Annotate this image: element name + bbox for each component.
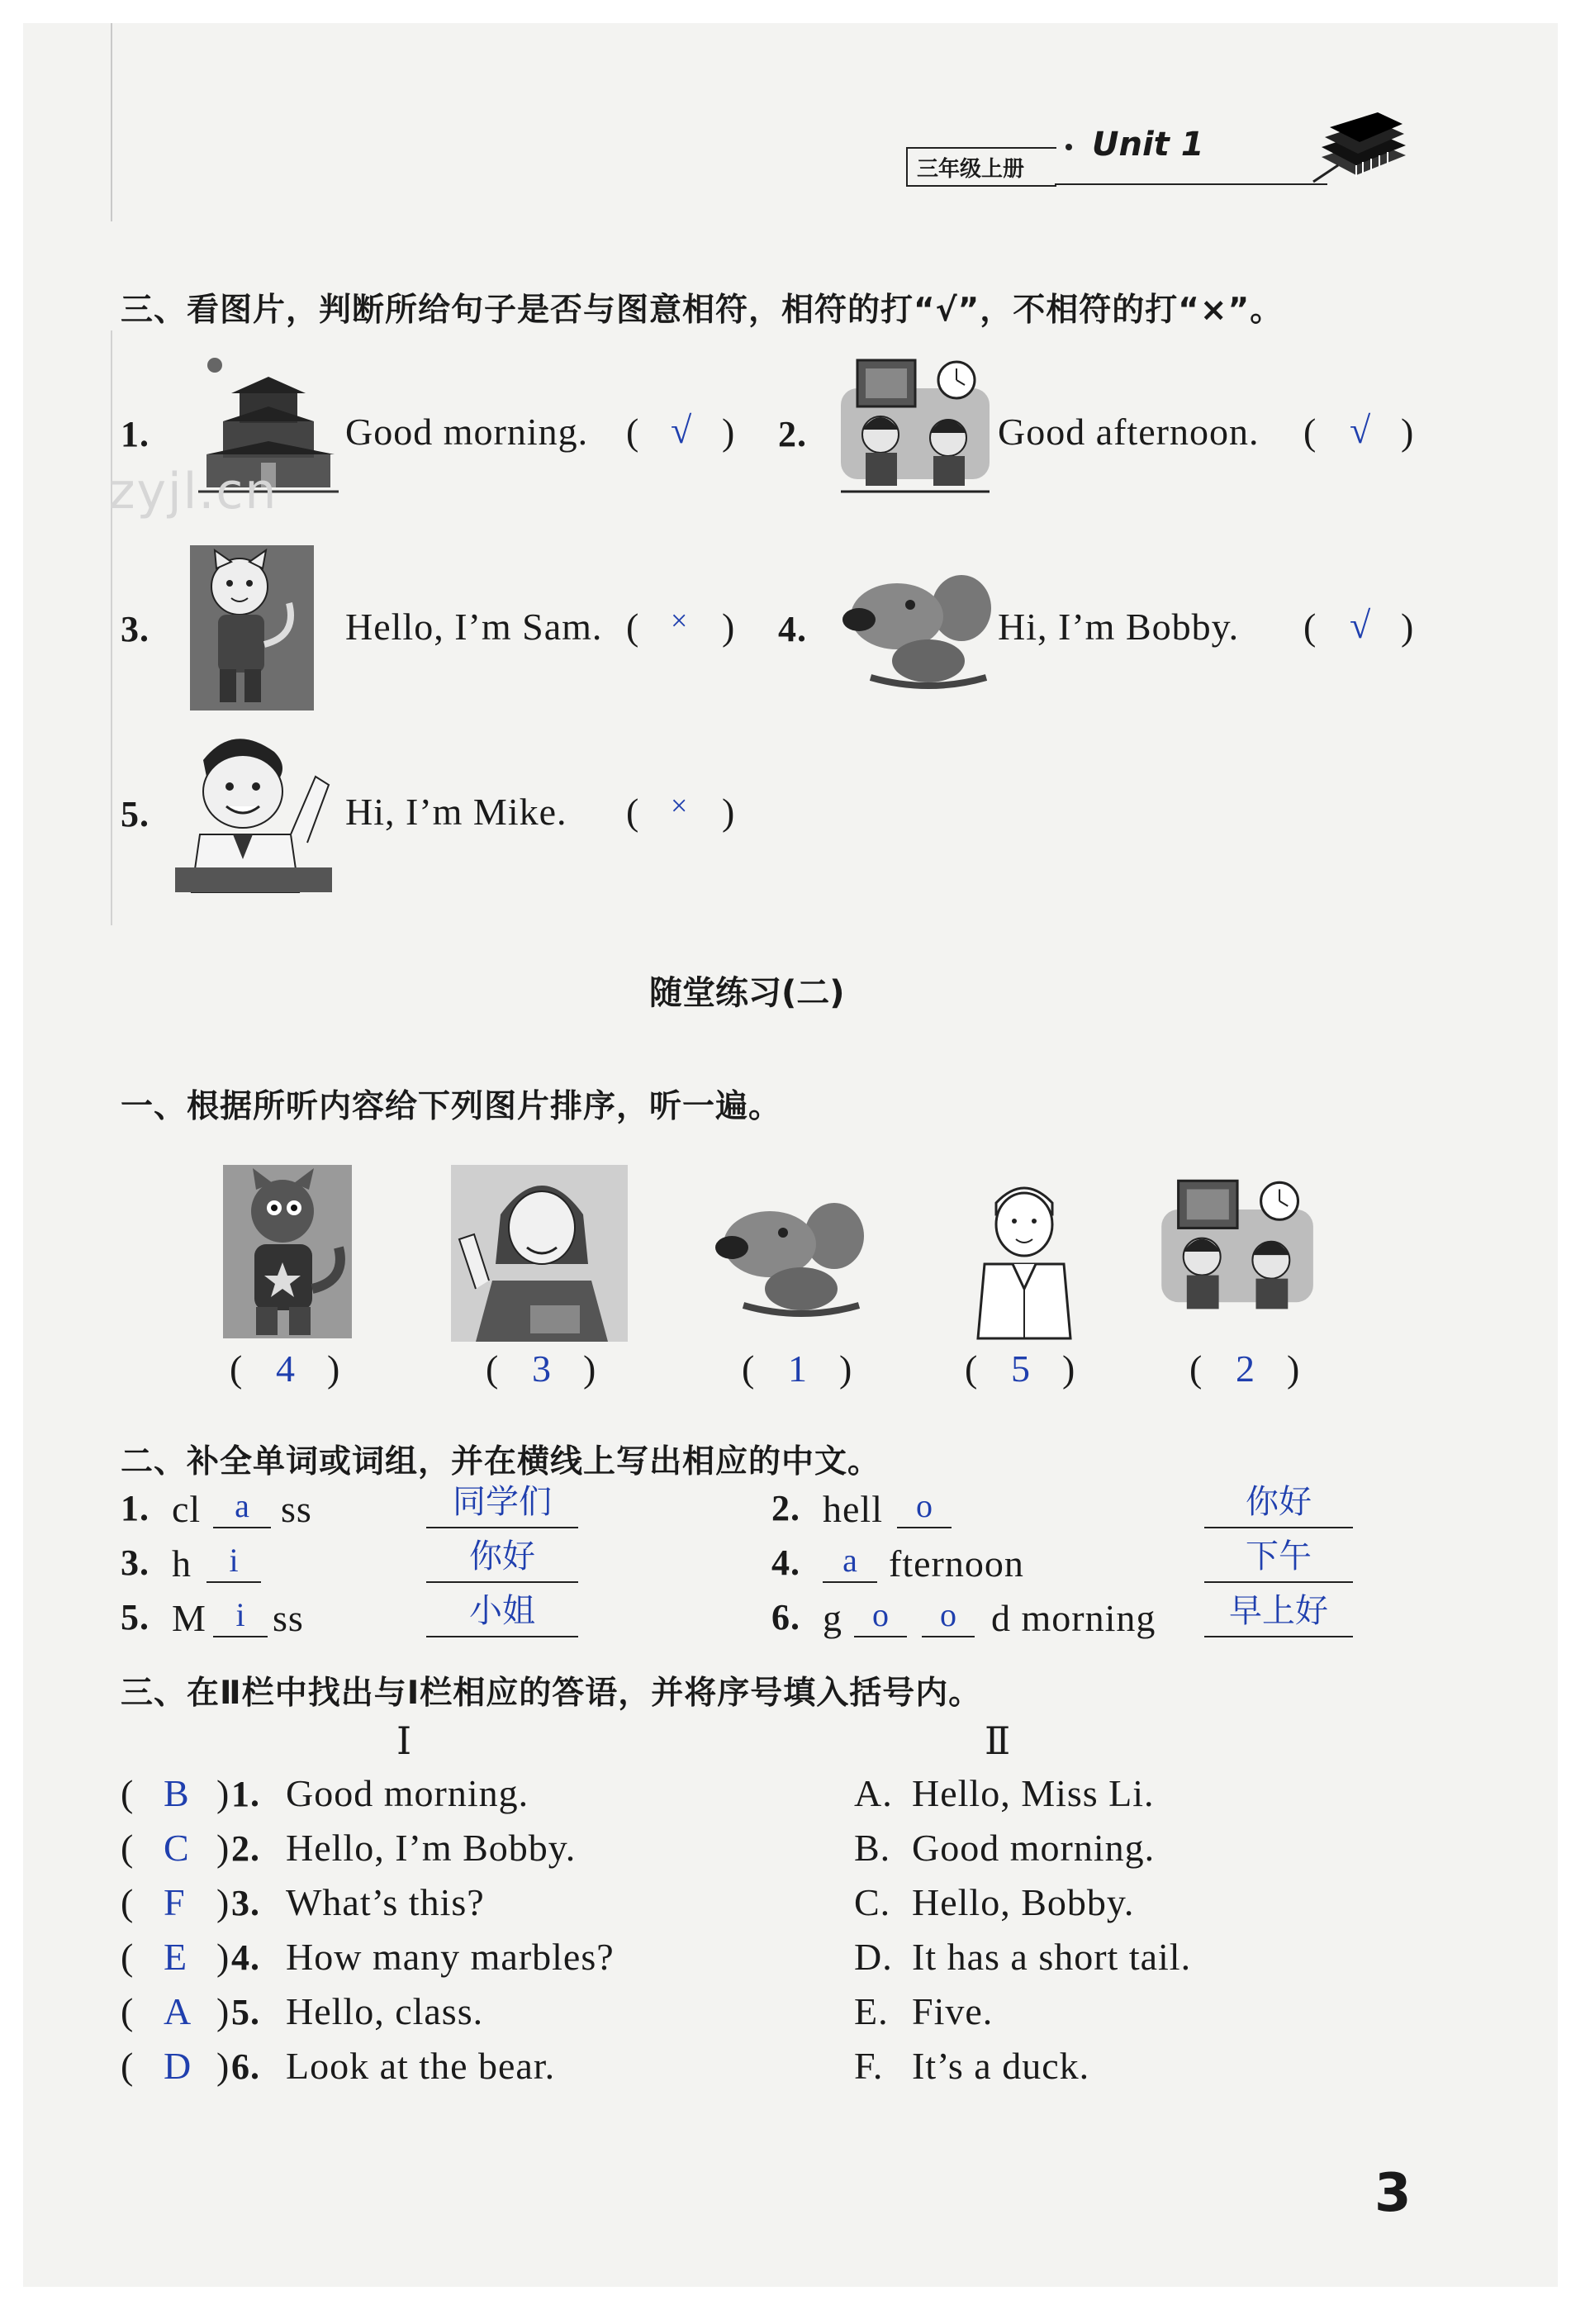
question-number: 2. xyxy=(231,1828,260,1869)
answer-paren: ) xyxy=(216,1990,230,2032)
section-title: 三、在Ⅱ栏中找出与Ⅰ栏相应的答语，并将序号填入括号内。 xyxy=(121,1675,982,1712)
option-text: Good morning. xyxy=(912,1827,1156,1869)
sentence: Hi, I’m Bobby. xyxy=(998,606,1240,648)
item-number: 1. xyxy=(121,1488,150,1528)
watermark: zyjl.cn xyxy=(109,463,278,520)
question-text: What’s this? xyxy=(286,1881,485,1923)
item-number: 6. xyxy=(771,1597,800,1637)
header-rule xyxy=(1055,183,1327,185)
order-answer-box: ( xyxy=(742,1347,756,1390)
item-number: 3. xyxy=(121,1542,150,1583)
answer-paren: ( xyxy=(121,1827,135,1869)
order-answer-box: ( xyxy=(486,1347,500,1390)
option-text: Five. xyxy=(912,1990,994,2032)
answer-paren: ) xyxy=(216,1936,230,1978)
item-number: 1. xyxy=(121,414,150,454)
answer-paren: ( xyxy=(1303,411,1317,453)
question-number: 3. xyxy=(231,1883,260,1923)
answer-paren: ) xyxy=(216,1772,230,1814)
grade-label: 三年级上册 xyxy=(917,157,1025,182)
answer-paren: ) xyxy=(216,2045,230,2087)
answer-paren: ) xyxy=(1401,606,1415,648)
answer-paren: ( xyxy=(626,606,640,648)
chinese-blank[interactable]: 同学们 xyxy=(426,1479,578,1528)
answer-paren: ) xyxy=(722,791,736,833)
match-answer[interactable]: A xyxy=(164,1990,192,2032)
word-part: fternoon xyxy=(889,1542,1024,1585)
order-answer-box: ( xyxy=(1189,1347,1203,1390)
page-number: 3 xyxy=(1374,2163,1412,2224)
match-answer[interactable]: B xyxy=(164,1772,190,1814)
dog-picture xyxy=(710,1190,867,1322)
section-title: 一、根据所听内容给下列图片排序，听一遍。 xyxy=(121,1088,782,1125)
answer-paren: ) xyxy=(722,606,736,648)
sentence: Good morning. xyxy=(345,411,589,453)
word-part: h xyxy=(172,1542,192,1585)
classroom-illustration xyxy=(833,355,994,504)
word-part: M xyxy=(172,1597,206,1639)
answer: × xyxy=(671,789,689,822)
section-title: 三、看图片，判断所给句子是否与图意相符，相符的打“√”，不相符的打“×”。 xyxy=(121,292,1284,329)
match-answer[interactable]: D xyxy=(164,2045,192,2087)
item-number: 2. xyxy=(771,1488,800,1528)
order-answer: 2 xyxy=(1236,1347,1255,1390)
order-answer-box: ( xyxy=(230,1347,244,1390)
dog-illustration xyxy=(838,562,994,694)
answer-paren: ( xyxy=(121,2045,135,2087)
question-number: 6. xyxy=(231,2046,260,2087)
order-answer: 1 xyxy=(788,1347,808,1390)
item-number: 3. xyxy=(121,609,150,649)
classroom-picture xyxy=(1153,1173,1318,1330)
item-number: 5. xyxy=(121,794,150,834)
item-number: 5. xyxy=(121,1597,150,1637)
letter-blank[interactable]: o xyxy=(922,1596,975,1637)
letter-blank[interactable]: o xyxy=(897,1487,952,1528)
margin-line xyxy=(111,330,112,925)
option-letter: D. xyxy=(854,1936,893,1978)
practice-title: 随堂练习(二) xyxy=(649,974,845,1012)
boy-illustration xyxy=(175,727,332,892)
answer-paren: ) xyxy=(216,1881,230,1923)
option-letter: E. xyxy=(854,1990,889,2032)
word-part: ss xyxy=(273,1597,304,1639)
item-number: 4. xyxy=(778,609,807,649)
order-answer-box: ) xyxy=(839,1347,853,1390)
answer-paren: ( xyxy=(121,1990,135,2032)
answer: √ xyxy=(1350,604,1372,646)
unit-label: Unit 1 xyxy=(1092,126,1204,164)
word-part: hell xyxy=(823,1488,883,1530)
margin-line xyxy=(111,23,112,221)
option-letter: C. xyxy=(854,1881,891,1923)
option-letter: F. xyxy=(854,2045,884,2087)
answer: √ xyxy=(1350,409,1372,451)
order-answer-box: ) xyxy=(583,1347,597,1390)
answer: √ xyxy=(671,409,693,451)
order-answer: 4 xyxy=(276,1347,296,1390)
chinese-blank[interactable]: 早上好 xyxy=(1204,1588,1353,1637)
chinese-blank[interactable]: 下午 xyxy=(1204,1533,1353,1583)
letter-blank[interactable]: a xyxy=(823,1542,877,1583)
answer-paren: ( xyxy=(626,411,640,453)
answer-paren: ( xyxy=(121,1881,135,1923)
option-text: Hello, Bobby. xyxy=(912,1881,1135,1923)
question-number: 5. xyxy=(231,1992,260,2032)
chinese-blank[interactable]: 你好 xyxy=(426,1533,578,1583)
letter-blank[interactable]: i xyxy=(213,1596,268,1637)
answer-paren: ) xyxy=(722,411,736,453)
order-answer-box: ) xyxy=(1062,1347,1076,1390)
word-part: cl xyxy=(172,1488,202,1530)
match-answer[interactable]: C xyxy=(164,1827,190,1869)
option-text: It has a short tail. xyxy=(912,1936,1192,1978)
boy-picture xyxy=(966,1173,1082,1347)
order-answer: 5 xyxy=(1011,1347,1031,1390)
order-answer-box: ( xyxy=(965,1347,979,1390)
sentence: Hi, I’m Mike. xyxy=(345,791,567,833)
cat-picture xyxy=(223,1165,352,1338)
chinese-blank[interactable]: 你好 xyxy=(1204,1479,1353,1528)
question-text: Good morning. xyxy=(286,1772,529,1814)
item-number: 4. xyxy=(771,1542,800,1583)
answer-paren: ) xyxy=(216,1827,230,1869)
question-text: Hello, class. xyxy=(286,1990,484,2032)
match-answer[interactable]: E xyxy=(164,1936,188,1978)
match-answer[interactable]: F xyxy=(164,1881,186,1923)
option-text: Hello, Miss Li. xyxy=(912,1772,1155,1814)
order-answer-box: ) xyxy=(1287,1347,1301,1390)
item-number: 2. xyxy=(778,414,807,454)
header-dot xyxy=(1066,144,1072,150)
question-text: How many marbles? xyxy=(286,1936,615,1978)
option-letter: B. xyxy=(854,1827,891,1869)
question-text: Look at the bear. xyxy=(286,2045,556,2087)
question-number: 1. xyxy=(231,1774,260,1814)
teacher-picture xyxy=(451,1165,628,1342)
answer-paren: ( xyxy=(121,1936,135,1978)
books-icon xyxy=(1313,107,1412,190)
order-answer-box: ) xyxy=(327,1347,341,1390)
letter-blank[interactable]: o xyxy=(854,1596,907,1637)
question-text: Hello, I’m Bobby. xyxy=(286,1827,577,1869)
column-header: Ⅰ xyxy=(396,1720,413,1762)
answer: × xyxy=(671,604,689,637)
answer-paren: ( xyxy=(121,1772,135,1814)
letter-blank[interactable]: i xyxy=(206,1542,261,1583)
sentence: Hello, I’m Sam. xyxy=(345,606,603,648)
section-title: 二、补全单词或词组，并在横线上写出相应的中文。 xyxy=(121,1443,881,1480)
word-part: d morning xyxy=(991,1597,1156,1639)
word-part: g xyxy=(823,1597,842,1639)
sentence: Good afternoon. xyxy=(998,411,1260,453)
column-header: Ⅱ xyxy=(985,1720,1012,1762)
order-answer: 3 xyxy=(532,1347,552,1390)
option-letter: A. xyxy=(854,1772,893,1814)
letter-blank[interactable]: a xyxy=(213,1487,271,1528)
question-number: 4. xyxy=(231,1937,260,1978)
word-part: ss xyxy=(281,1488,312,1530)
option-text: It’s a duck. xyxy=(912,2045,1090,2087)
cat-illustration xyxy=(190,545,314,711)
answer-paren: ( xyxy=(626,791,640,833)
answer-paren: ) xyxy=(1401,411,1415,453)
chinese-blank[interactable]: 小姐 xyxy=(426,1588,578,1637)
answer-paren: ( xyxy=(1303,606,1317,648)
